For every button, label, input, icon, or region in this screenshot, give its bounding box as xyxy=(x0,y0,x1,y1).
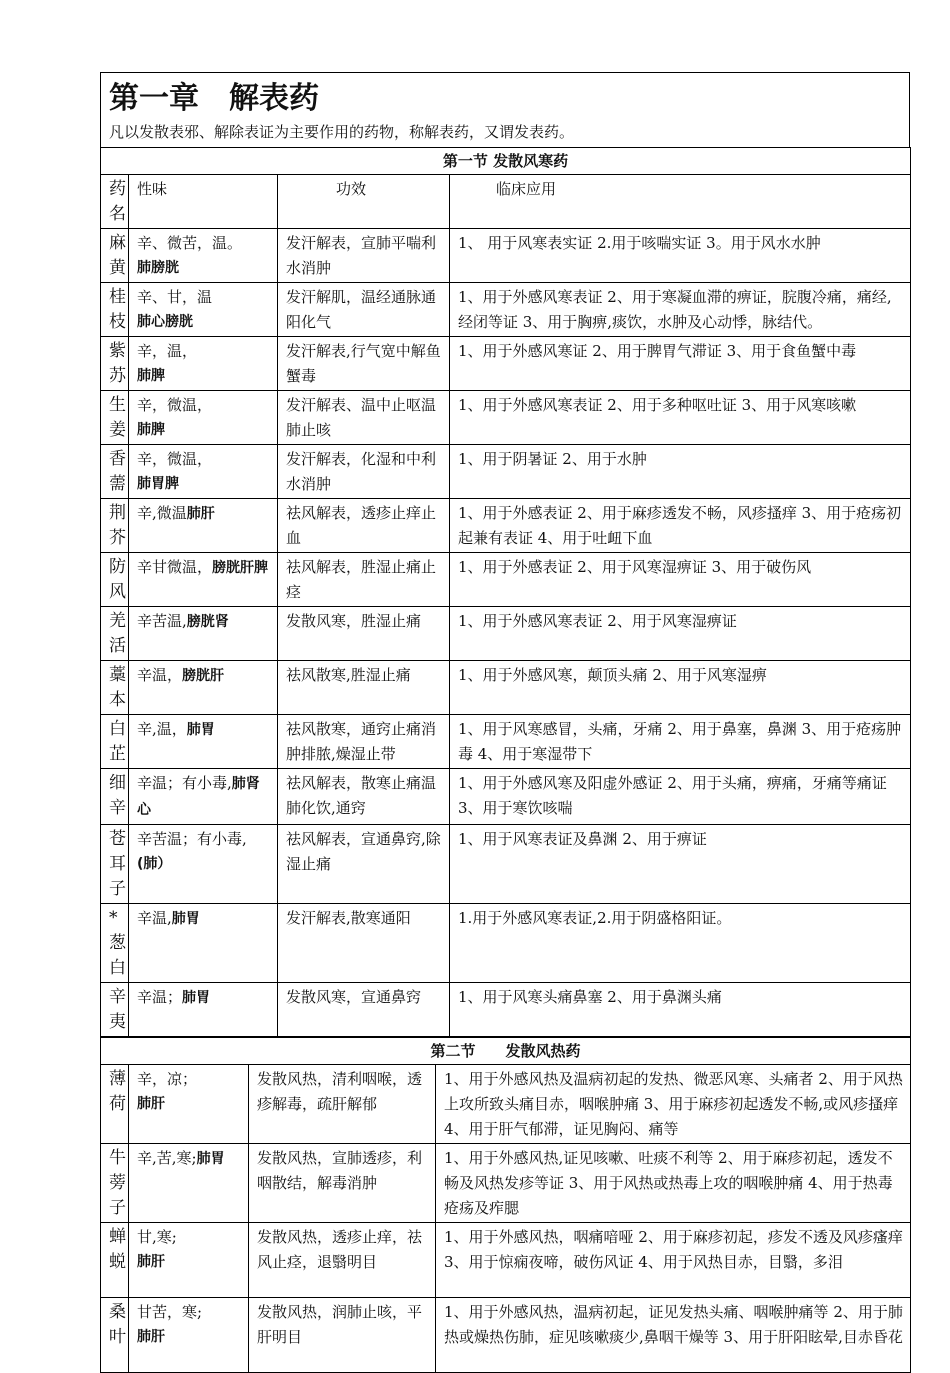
herb-effect: 发散风热，宣肺透疹，利咽散结，解毒消肿 xyxy=(249,1144,436,1223)
herb-effect: 祛风解表，胜湿止痛止痉 xyxy=(278,553,450,607)
herb-usage: 1、用于阴暑证 2、用于水肿 xyxy=(450,445,911,499)
herb-name: 白芷 xyxy=(101,715,129,769)
table-row xyxy=(101,1223,911,1298)
herb-effect: 祛风散寒，通窍止痛消肿排脓,燥湿止带 xyxy=(278,715,450,769)
nature-text: 辛温；有小毒, xyxy=(137,774,232,792)
herb-name: 辛夷 xyxy=(101,983,129,1037)
section-title: 第一节 发散风寒药 xyxy=(101,148,911,175)
header-nature: 性味 xyxy=(129,175,278,229)
herb-nature xyxy=(129,661,278,715)
table-row xyxy=(101,904,911,983)
table-row xyxy=(101,607,911,661)
meridian-text: 肺胃脾 xyxy=(137,476,179,492)
herb-effect: 发汗解肌，温经通脉通阳化气 xyxy=(278,283,450,337)
herb-name: 羌活 xyxy=(101,607,129,661)
table-row xyxy=(101,499,911,553)
herb-name: 香薷 xyxy=(101,445,129,499)
herb-effect: 发汗解表，化湿和中利水消肿 xyxy=(278,445,450,499)
herb-usage: 1、用于外感风热，咽痛喑哑 2、用于麻疹初起，疹发不透及风疹瘙痒 3、用于惊痫夜啼，破伤风证 4、用于风热目赤，目翳，多泪 xyxy=(436,1223,911,1298)
chapter-header xyxy=(100,72,910,147)
meridian-text: 肺脾 xyxy=(137,422,165,438)
meridian-text: 膀胱肝 xyxy=(182,668,225,684)
meridian-text: 肺肾心 xyxy=(137,776,260,818)
herb-usage: 1、用于外感风寒表证 2、用于多种呕吐证 3、用于风寒咳嗽 xyxy=(450,391,911,445)
herb-effect: 祛风散寒,胜湿止痛 xyxy=(278,661,450,715)
herb-nature xyxy=(129,607,278,661)
nature-text: 辛,温， xyxy=(137,720,187,738)
herb-nature xyxy=(129,825,278,904)
herb-name: 桑叶 xyxy=(101,1298,129,1373)
herb-effect: 发散风热，透疹止痒，祛风止痉，退翳明目 xyxy=(249,1223,436,1298)
herb-effect: 祛风解表，透疹止痒止血 xyxy=(278,499,450,553)
table-row xyxy=(101,1298,911,1373)
herb-usage: 1、用于外感风热及温病初起的发热、微恶风寒、头痛者 2、用于风热上攻所致头痛目赤，咽喉肿痛 3、用于麻疹初起透发不畅,或风疹搔痒 4、用于肝气郁滞，证见胸闷、痛等 xyxy=(436,1065,911,1144)
herb-usage: 1、 用于风寒表实证 2.用于咳喘实证 3。用于风水水肿 xyxy=(450,229,911,283)
meridian-text: (肺） xyxy=(137,856,172,872)
herb-nature xyxy=(129,1065,249,1144)
herb-effect: 发汗解表、温中止呕温肺止咳 xyxy=(278,391,450,445)
meridian-text: 肺肝 xyxy=(186,506,215,522)
meridian-text: 膀胱肾 xyxy=(186,614,229,630)
herb-nature xyxy=(129,445,278,499)
herb-nature xyxy=(129,904,278,983)
nature-text: 辛温； xyxy=(137,988,183,1006)
header-usage: 临床应用 xyxy=(450,175,911,229)
table-row xyxy=(101,769,911,825)
herb-nature xyxy=(129,715,278,769)
nature-text: 甘苦，寒; xyxy=(137,1303,203,1321)
herb-nature xyxy=(129,1223,249,1298)
herb-nature xyxy=(129,337,278,391)
nature-text: 辛苦温；有小毒, xyxy=(137,830,247,848)
herb-nature xyxy=(129,983,278,1037)
nature-text: 辛,苦,寒; xyxy=(137,1149,197,1167)
nature-text: 辛，微温， xyxy=(137,450,213,468)
herb-nature xyxy=(129,391,278,445)
meridian-text: 肺心膀胱 xyxy=(137,314,193,330)
nature-text: 辛温， xyxy=(137,666,183,684)
herb-name: 蝉蜕 xyxy=(101,1223,129,1298)
nature-text: 辛，凉； xyxy=(137,1070,198,1088)
nature-text: 辛苦温, xyxy=(137,612,187,630)
herb-effect: 发汗解表,散寒通阳 xyxy=(278,904,450,983)
section-title: 第二节 发散风热药 xyxy=(101,1038,911,1065)
meridian-text: 肺肝 xyxy=(137,1254,165,1270)
herb-name: 薄荷 xyxy=(101,1065,129,1144)
nature-text: 辛、甘，温 xyxy=(137,288,213,306)
meridian-text: 肺肝 xyxy=(137,1329,165,1345)
herb-effect: 发散风寒，胜湿止痛 xyxy=(278,607,450,661)
herb-effect: 祛风解表，宣通鼻窍,除湿止痛 xyxy=(278,825,450,904)
chapter-intro: 凡以发散表邪、解除表证为主要作用的药物，称解表药，又谓发表药。 xyxy=(109,123,575,141)
herb-name: 藁本 xyxy=(101,661,129,715)
meridian-text: 膀胱肝脾 xyxy=(212,560,269,576)
table-row xyxy=(101,391,911,445)
herb-usage: 1、用于外感风热,证见咳嗽、吐痰不利等 2、用于麻疹初起，透发不畅及风热发疹等证 3、用于风热或热毒上攻的咽喉肿痛 4、用于热毒疮疡及痄腮 xyxy=(436,1144,911,1223)
herb-name: 生姜 xyxy=(101,391,129,445)
herb-name: 紫苏 xyxy=(101,337,129,391)
table-row xyxy=(101,661,911,715)
herb-table-section-2 xyxy=(100,1037,911,1373)
herb-usage: 1、用于外感风寒证 2、用于脾胃气滞证 3、用于食鱼蟹中毒 xyxy=(450,337,911,391)
herb-table-section-1 xyxy=(100,147,911,1037)
herb-nature xyxy=(129,1144,249,1223)
herb-nature xyxy=(129,283,278,337)
herb-nature xyxy=(129,1298,249,1373)
nature-text: 甘,寒; xyxy=(137,1228,177,1246)
header-effect: 功效 xyxy=(278,175,450,229)
nature-text: 辛甘微温， xyxy=(137,558,213,576)
herb-name: 防风 xyxy=(101,553,129,607)
meridian-text: 肺胃 xyxy=(186,722,215,738)
herb-effect: 发汗解表，宣肺平喘利水消肿 xyxy=(278,229,450,283)
herb-usage: 1、用于外感表证 2、用于风寒湿痹证 3、用于破伤风 xyxy=(450,553,911,607)
herb-nature xyxy=(129,769,278,825)
nature-text: 辛,微温 xyxy=(137,504,187,522)
nature-text: 辛温, xyxy=(137,909,172,927)
herb-usage: 1、用于外感表证 2、用于麻疹透发不畅，风疹搔痒 3、用于疮疡初起兼有表证 4、用于吐衄下血 xyxy=(450,499,911,553)
chapter-title: 第一章 解表药 xyxy=(109,81,319,116)
herb-usage: 1.用于外感风寒表证,2.用于阴盛格阳证。 xyxy=(450,904,911,983)
nature-text: 辛，温， xyxy=(137,342,198,360)
table-row xyxy=(101,825,911,904)
herb-effect: 发汗解表,行气宽中解鱼蟹毒 xyxy=(278,337,450,391)
herb-name: 荆芥 xyxy=(101,499,129,553)
document-page xyxy=(100,72,910,1373)
table-row xyxy=(101,283,911,337)
table-row xyxy=(101,1065,911,1144)
herb-usage: 1、用于外感风寒及阳虚外感证 2、用于头痛，痹痛，牙痛等痛证 3、用于寒饮咳喘 xyxy=(450,769,911,825)
herb-usage: 1、用于外感风热，温病初起，证见发热头痛、咽喉肿痛等 2、用于肺热或燥热伤肺，症见咳嗽痰少,鼻咽干燥等 3、用于肝阳眩晕,目赤昏花 xyxy=(436,1298,911,1373)
herb-name: *葱白 xyxy=(101,904,129,983)
herb-name: 麻黄 xyxy=(101,229,129,283)
herb-effect: 发散风热，润肺止咳，平肝明目 xyxy=(249,1298,436,1373)
herb-name: 牛蒡子 xyxy=(101,1144,129,1223)
nature-text: 辛、微苦，温。 xyxy=(137,234,243,252)
table-row xyxy=(101,983,911,1037)
herb-usage: 1、用于外感风寒表证 2、用于风寒湿痹证 xyxy=(450,607,911,661)
table-row xyxy=(101,229,911,283)
herb-nature xyxy=(129,229,278,283)
herb-usage: 1、用于风寒感冒，头痛，牙痛 2、用于鼻塞，鼻渊 3、用于疮疡肿毒 4、用于寒湿带下 xyxy=(450,715,911,769)
meridian-text: 肺脾 xyxy=(137,368,165,384)
herb-nature xyxy=(129,499,278,553)
herb-name: 细辛 xyxy=(101,769,129,825)
herb-effect: 祛风解表，散寒止痛温肺化饮,通窍 xyxy=(278,769,450,825)
header-name: 药名 xyxy=(101,175,129,229)
herb-usage: 1、用于风寒头痛鼻塞 2、用于鼻渊头痛 xyxy=(450,983,911,1037)
meridian-text: 肺胃 xyxy=(196,1151,225,1167)
herb-usage: 1、用于风寒表证及鼻渊 2、用于痹证 xyxy=(450,825,911,904)
herb-nature xyxy=(129,553,278,607)
table-row xyxy=(101,337,911,391)
meridian-text: 肺肝 xyxy=(137,1096,165,1112)
table-row xyxy=(101,1144,911,1223)
herb-effect: 发散风热，清利咽喉，透疹解毒，疏肝解郁 xyxy=(249,1065,436,1144)
table-row xyxy=(101,715,911,769)
herb-effect: 发散风寒，宣通鼻窍 xyxy=(278,983,450,1037)
meridian-text: 肺胃 xyxy=(182,990,211,1006)
nature-text: 辛，微温， xyxy=(137,396,213,414)
herb-usage: 1、用于外感风寒，颠顶头痛 2、用于风寒湿痹 xyxy=(450,661,911,715)
meridian-text: 肺膀胱 xyxy=(137,260,179,276)
herb-name: 苍耳子 xyxy=(101,825,129,904)
table-row xyxy=(101,445,911,499)
meridian-text: 肺胃 xyxy=(171,911,200,927)
herb-usage: 1、用于外感风寒表证 2、用于寒凝血滞的痹证，脘腹冷痛，痛经,经闭等证 3、用于胸痹,痰饮，水肿及心动悸，脉结代。 xyxy=(450,283,911,337)
herb-name: 桂枝 xyxy=(101,283,129,337)
table-row xyxy=(101,553,911,607)
